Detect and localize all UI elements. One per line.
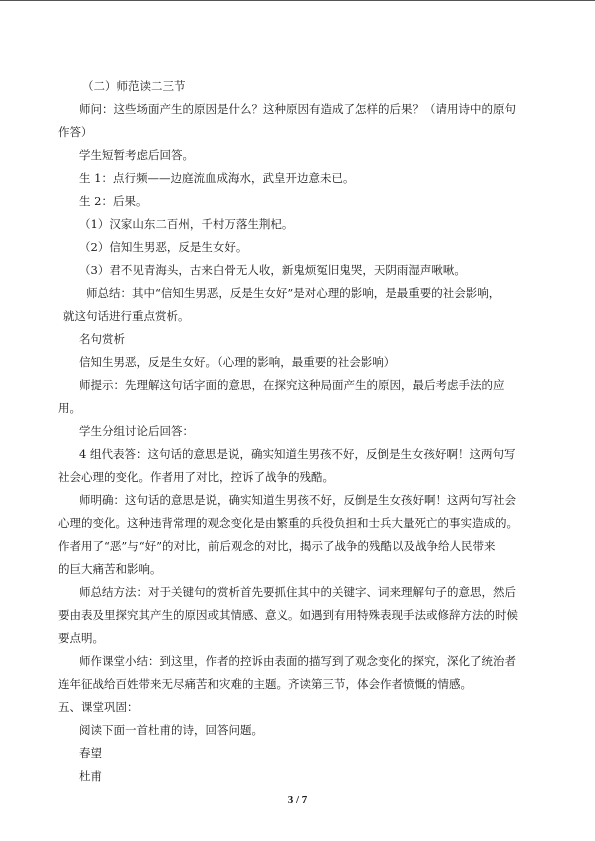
text-line: 阅读下面一首杜甫的诗，回答问题。 xyxy=(79,723,263,737)
text-line: 作者用了“恶”与“好”的对比，前后观念的对比，揭示了战争的残酷以及战争给人民带来 xyxy=(58,539,496,553)
text-line: 要点明。 xyxy=(58,631,104,645)
text-line: 的巨大痛苦和影响。 xyxy=(58,562,162,576)
text-line: 生 2：后果。 xyxy=(79,194,148,208)
text-line: 4 组代表答：这句话的意思是说，确实知道生男孩不好，反倒是生女孩好啊！这两句写 xyxy=(79,447,516,461)
text-line: （二）师范读二三节 xyxy=(82,79,186,93)
text-line: 用。 xyxy=(58,401,81,415)
text-line: 师提示：先理解这句话字面的意思，在探究这种局面产生的原因，最后考虑手法的应 xyxy=(79,378,505,392)
text-line: 师问：这些场面产生的原因是什么？这种原因有造成了怎样的后果？（请用诗中的原句 xyxy=(79,102,516,116)
text-line: 名句赏析 xyxy=(79,332,125,346)
text-line: 就这句话进行重点赏析。 xyxy=(63,309,190,323)
text-line: 信知生男恶，反是生女好。（心理的影响，最重要的社会影响） xyxy=(79,355,396,369)
poem-author: 杜甫 xyxy=(79,769,102,783)
text-line: （1）汉家山东二百州，千村万落生荆杞。 xyxy=(79,217,294,231)
poem-title: 春望 xyxy=(79,746,102,760)
text-line: （2）信知生男恶，反是生女好。 xyxy=(79,240,248,254)
text-line: 连年征战给百姓带来无尽痛苦和灾难的主题。齐读第三节，体会作者愤慨的情感。 xyxy=(58,677,472,691)
text-line: 社会心理的变化。作者用了对比，控诉了战争的残酷。 xyxy=(58,470,334,484)
text-line: （3）君不见青海头，古来白骨无人收，新鬼烦冤旧鬼哭，天阴雨湿声啾啾。 xyxy=(79,263,466,277)
text-line: 学生分组讨论后回答： xyxy=(79,424,194,438)
text-line: 师明确：这句话的意思是说，确实知道生男孩不好，反倒是生女孩好啊！这两句写社会 xyxy=(79,493,516,507)
text-line: 师作课堂小结：到这里，作者的控诉由表面的描写到了观念变化的探究，深化了统治者 xyxy=(79,654,516,668)
text-line: 心理的变化。这种违背常理的观念变化是由繁重的兵役负担和士兵大量死亡的事实造成的。 xyxy=(58,516,518,530)
text-line: 要由表及里探究其产生的原因或其情感、意义。如遇到有用特殊表现手法或修辞方法的时候 xyxy=(58,608,518,622)
text-line: 师总结方法：对于关键句的赏析首先要抓住其中的关键字、词来理解句子的意思，然后 xyxy=(79,585,516,599)
text-line: 作答） xyxy=(58,125,93,139)
text-line: 学生短暂考虑后回答。 xyxy=(79,148,194,162)
text-line: 师总结：其中“信知生男恶，反是生女好”是对心理的影响，是最重要的社会影响， xyxy=(86,286,501,300)
section-heading: 五、课堂巩固： xyxy=(58,700,139,714)
page-number: 3 / 7 xyxy=(287,794,308,806)
text-line: 生 1：点行频——边庭流血成海水，武皇开边意未已。 xyxy=(79,171,355,185)
